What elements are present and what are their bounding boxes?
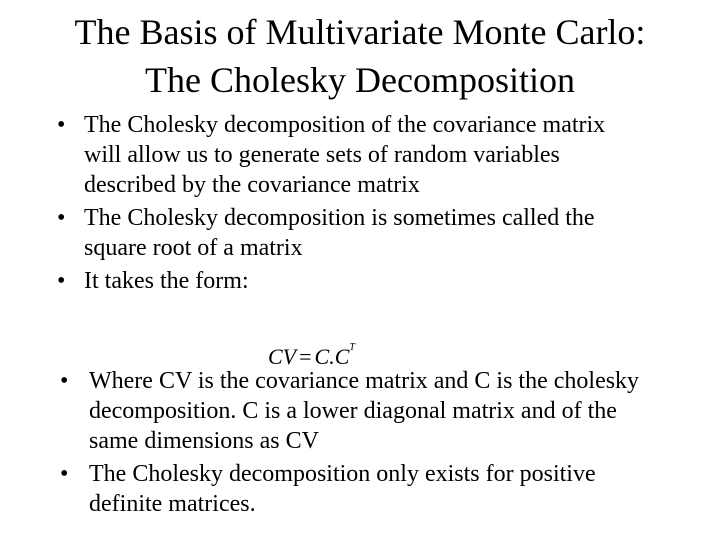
slide-title-line-1: The Basis of Multivariate Monte Carlo: (74, 12, 646, 52)
bullet-item (0, 366, 649, 456)
bullet-text: The Cholesky decomposition only exists for positive definite matrices. (89, 461, 596, 517)
bullet-item (0, 203, 644, 263)
bullet-list-bottom (0, 366, 720, 522)
formula-equals: = (299, 344, 312, 369)
bullet-text: The Cholesky decomposition is sometimes called the square root of a matrix (84, 205, 595, 261)
bullet-marker: • (60, 461, 69, 487)
bullet-text: The Cholesky decomposition of the covariance matrix will allow us to generate sets of random variables described by the covariance matrix (84, 112, 606, 198)
bullet-marker: • (57, 268, 66, 294)
bullet-text: Where CV is the covariance matrix and C is the cholesky decomposition. C is a lower diagonal matrix and of the same dimensions as CV (89, 368, 640, 454)
bullet-marker: • (60, 368, 69, 394)
bullet-item (0, 110, 644, 200)
cholesky-formula (268, 333, 355, 369)
slide-title-line-2: The Cholesky Decomposition (145, 60, 575, 100)
formula-superscript: T (349, 342, 355, 353)
bullet-item (0, 459, 649, 519)
bullet-list-top (0, 110, 720, 299)
bullet-marker: • (57, 112, 66, 138)
slide-title (20, 8, 700, 104)
bullet-text: It takes the form: (84, 268, 249, 294)
formula-lhs: CV (268, 344, 297, 369)
bullet-item (0, 266, 644, 296)
bullet-marker: • (57, 205, 66, 231)
formula-rhs: C.C (314, 344, 350, 369)
